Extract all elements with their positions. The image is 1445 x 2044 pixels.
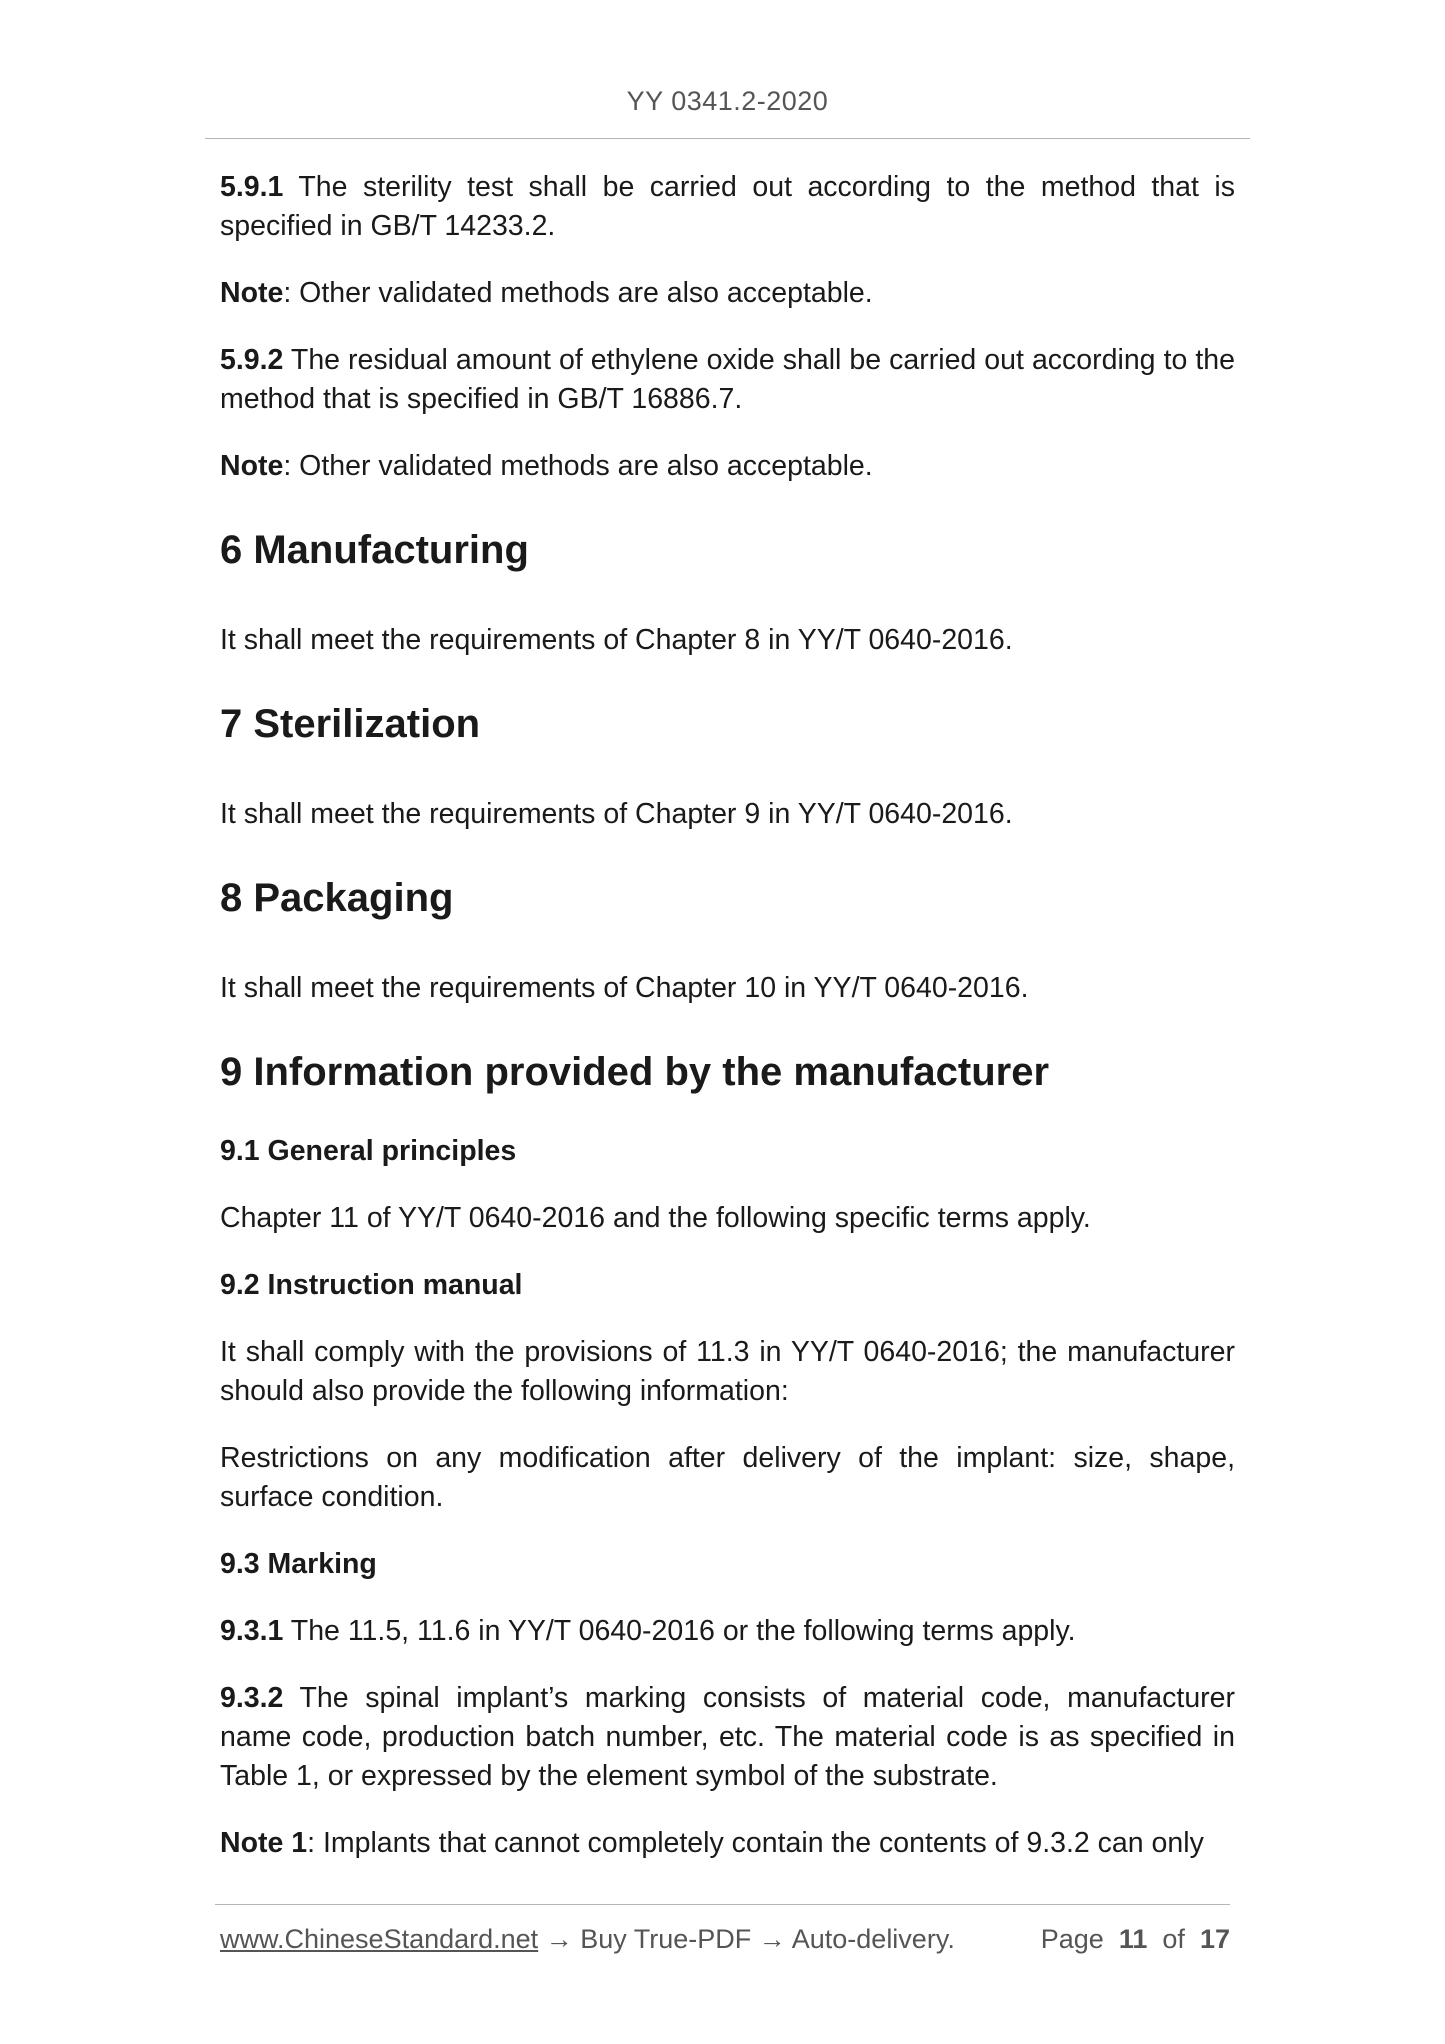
note-label: Note <box>220 277 284 309</box>
clause-5-9-2 <box>220 341 1235 419</box>
page-footer <box>220 1924 1230 1964</box>
footer-divider <box>215 1904 1230 1905</box>
note-label: Note 1 <box>220 1827 308 1859</box>
header-divider <box>205 138 1250 139</box>
section-9-2-body: It shall comply with the provisions of 11.3 in YY/T 0640-2016; the manufacturer should also provide the following information: <box>220 1336 1235 1407</box>
note-text: : Other validated methods are also acceptable. <box>283 277 873 309</box>
footer-promo <box>220 1924 955 1955</box>
website-link[interactable]: www.ChineseStandard.net <box>220 1924 539 1954</box>
section-9-3-heading: 9.3 Marking <box>220 1548 377 1580</box>
clause-text: The spinal implant’s marking consists of material code, manufacturer name code, production batch number, etc. The material code is as specified in Table 1, or expressed by the element symbol of the substrate. <box>220 1682 1235 1792</box>
clause-9-3-1 <box>220 1612 1235 1651</box>
section-9-2-heading: 9.2 Instruction manual <box>220 1269 523 1301</box>
clause-text: The sterility test shall be carried out according to the method that is specified in GB/T 14233.2. <box>220 171 1235 242</box>
chapter-7-heading: 7 Sterilization <box>220 702 481 746</box>
chapter-6-body: It shall meet the requirements of Chapter 8 in YY/T 0640-2016. <box>220 624 1013 656</box>
note-text: : Other validated methods are also acceptable. <box>283 450 873 482</box>
section-9-1-heading: 9.1 General principles <box>220 1135 517 1167</box>
note-label: Note <box>220 450 284 482</box>
chapter-8-body: It shall meet the requirements of Chapter 10 in YY/T 0640-2016. <box>220 972 1029 1004</box>
page-content <box>220 168 1235 1863</box>
page-number <box>1041 1924 1230 1955</box>
clause-number: 5.9.2 <box>220 344 284 376</box>
clause-number: 9.3.2 <box>220 1682 284 1714</box>
note-1-9-3-2 <box>220 1824 1235 1863</box>
of-word: of <box>1162 1924 1185 1954</box>
total-pages: 17 <box>1199 1924 1230 1954</box>
clause-number: 9.3.1 <box>220 1615 284 1647</box>
clause-5-9-1 <box>220 168 1235 246</box>
clause-9-3-2 <box>220 1679 1235 1796</box>
section-9-1-body: Chapter 11 of YY/T 0640-2016 and the following specific terms apply. <box>220 1202 1091 1234</box>
note-5-9-2 <box>220 447 1235 486</box>
chapter-8-heading: 8 Packaging <box>220 876 454 920</box>
page-word: Page <box>1040 1924 1104 1954</box>
section-9-2-restrictions: Restrictions on any modification after delivery of the implant: size, shape, surface condition. <box>220 1442 1235 1513</box>
clause-text: The residual amount of ethylene oxide shall be carried out according to the method that is specified in GB/T 16886.7. <box>220 344 1235 415</box>
promo-text: → Buy True-PDF → Auto-delivery. <box>538 1924 955 1954</box>
note-text: : Implants that cannot completely contain the contents of 9.3.2 can only <box>307 1827 1204 1859</box>
chapter-7-body: It shall meet the requirements of Chapter 9 in YY/T 0640-2016. <box>220 798 1013 830</box>
chapter-6-heading: 6 Manufacturing <box>220 528 529 572</box>
document-header: YY 0341.2-2020 <box>626 86 829 116</box>
chapter-9-heading: 9 Information provided by the manufacturer <box>220 1050 1050 1094</box>
clause-number: 5.9.1 <box>220 171 284 203</box>
current-page: 11 <box>1118 1924 1148 1954</box>
clause-text: The 11.5, 11.6 in YY/T 0640-2016 or the following terms apply. <box>283 1615 1076 1647</box>
note-5-9-1 <box>220 274 1235 313</box>
